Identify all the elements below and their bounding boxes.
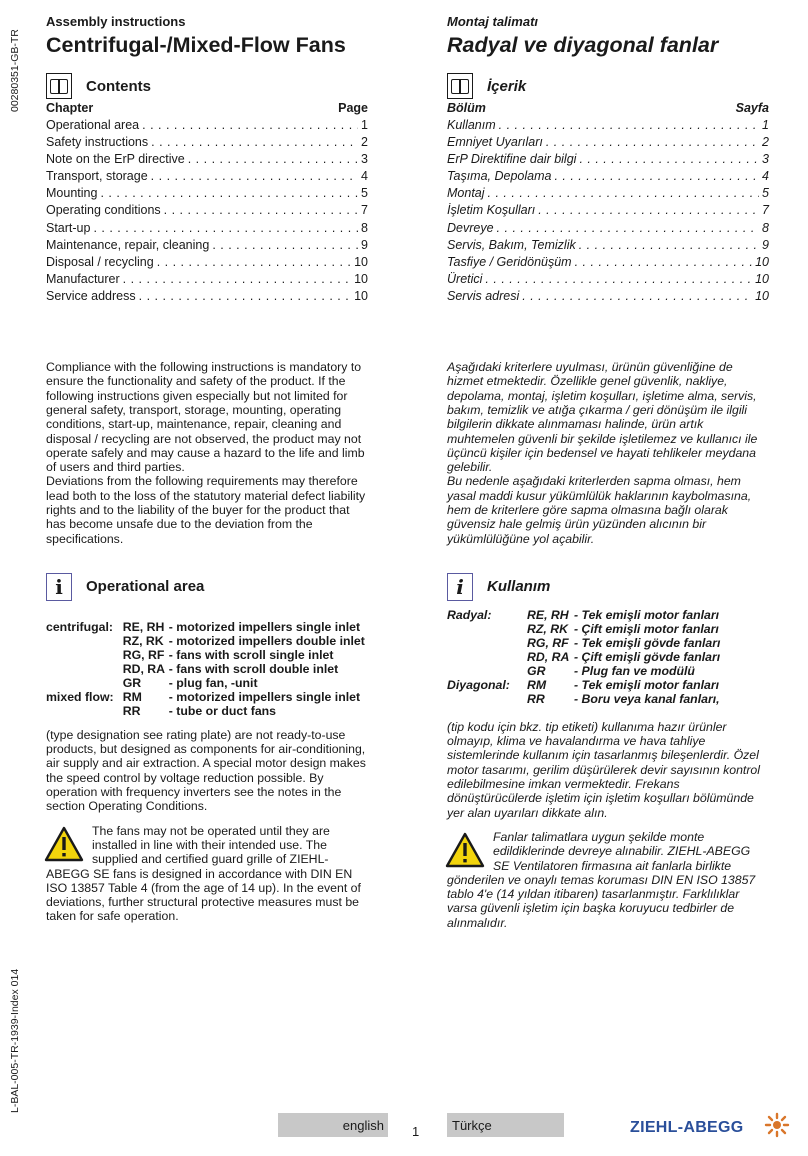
designation-row bbox=[447, 664, 769, 678]
designation-table bbox=[46, 620, 368, 718]
designation-code: GR bbox=[527, 663, 546, 678]
toc-header-tr bbox=[447, 101, 769, 118]
toc-entry[interactable] bbox=[46, 221, 368, 238]
designation-group bbox=[447, 650, 527, 664]
designation-group bbox=[46, 662, 123, 676]
toc-leader-dots bbox=[546, 135, 759, 149]
toc-entry-label: Safety instructions bbox=[46, 135, 149, 150]
language-label-english: english bbox=[278, 1113, 388, 1137]
designation-code: RD, RA bbox=[122, 661, 166, 676]
toc-entry-page: 5 bbox=[762, 186, 769, 201]
toc-entry[interactable] bbox=[46, 238, 368, 255]
toc-leader-dots bbox=[499, 118, 759, 132]
toc-leader-dots bbox=[151, 135, 358, 149]
toc-entry-label: İşletim Koşulları bbox=[447, 203, 536, 218]
designation-code: RE, RH bbox=[527, 607, 569, 622]
toc-leader-dots bbox=[579, 152, 759, 166]
logo-mark-icon bbox=[764, 1112, 790, 1138]
designation-desc: - Tek emişli motor fanları bbox=[574, 607, 720, 622]
designation-code: RR bbox=[122, 703, 141, 718]
toc-entry-label: Service address bbox=[46, 288, 136, 303]
designation-group bbox=[46, 648, 123, 662]
operational-area-header-tr bbox=[447, 572, 769, 602]
toc-entry-label: Tasfiye / Geridönüşüm bbox=[447, 254, 572, 269]
designation-row bbox=[447, 678, 769, 692]
toc-entry[interactable] bbox=[447, 272, 769, 289]
toc-entry-page: 10 bbox=[755, 271, 769, 286]
contents-header-tr bbox=[447, 71, 769, 101]
toc-entry[interactable] bbox=[46, 152, 368, 169]
toc-entry-label: Üretici bbox=[447, 271, 483, 286]
toc-entry-page: 4 bbox=[361, 169, 368, 184]
designation-desc: - fans with scroll double inlet bbox=[168, 661, 339, 676]
toc-leader-dots bbox=[538, 203, 759, 217]
toc-entry-label: Note on the ErP directive bbox=[46, 152, 185, 167]
toc-entry-page: 9 bbox=[762, 237, 769, 252]
designation-row bbox=[447, 622, 769, 636]
toc-entry-label: Mounting bbox=[46, 186, 98, 201]
designation-desc: - motorized impellers single inlet bbox=[168, 689, 361, 704]
info-icon: i bbox=[447, 573, 473, 601]
designation-code: RM bbox=[122, 689, 142, 704]
toc-entry[interactable] bbox=[46, 135, 368, 152]
designation-group: Diyagonal: bbox=[447, 677, 510, 692]
toc-entry[interactable] bbox=[447, 238, 769, 255]
designation-group: centrifugal: bbox=[46, 619, 113, 634]
contents-header bbox=[46, 71, 368, 101]
toc-entry-page: 7 bbox=[361, 203, 368, 218]
designation-code: RE, RH bbox=[122, 619, 165, 634]
designation-desc: - Tek emişli gövde fanları bbox=[574, 635, 721, 650]
warning-text-tr: Fanlar talimatlara uygun şekilde monte edildiklerinde devreye alınabilir. ZIEHL-ABEGG SE Ventilatoren firmasına ait fanlarla birlikte gönderilen ve onaylı temas koruması DIN EN ISO 13857 tablo 4'e (14 yıldan itibaren) tasarlanmıştır. Farklılıklar varsa güvenli işletim için başka koruyucu tedbirler de alınmalıdır. bbox=[447, 829, 756, 930]
toc-entry-page: 10 bbox=[354, 254, 368, 269]
designation-code: RG, RF bbox=[527, 635, 569, 650]
toc-entry-page: 2 bbox=[762, 135, 769, 150]
designation-row bbox=[46, 704, 368, 718]
intro-paragraph-tr: Aşağıdaki kriterlere uyulması, ürünün güvenliğine de hizmet etmektedir. Özellikle genel güvenlik, nakliye, depolama, montaj, işletim koşulları, işletime alma, servis, bakım, temizlik ve atığa çıkarma / geri dönüşüm ile ilgili bilgilerin dikkate alınmaması halinde, ürün artık muhtemelen güvenli bir şekilde işletilemez ve kullanıcı ile üçüncü kişiler için bedensel ve hayati tehlikeler meydana gelebilir. bbox=[447, 360, 758, 475]
warning-block-tr bbox=[447, 830, 769, 930]
warning-triangle-icon bbox=[445, 832, 485, 868]
toc-leader-dots bbox=[485, 272, 752, 286]
toc-entry-page: 9 bbox=[361, 237, 368, 252]
designation-code: RD, RA bbox=[527, 649, 570, 664]
toc-entry-page: 10 bbox=[755, 288, 769, 303]
brand-logo bbox=[630, 1112, 790, 1142]
toc-leader-dots bbox=[212, 238, 358, 252]
toc-entry[interactable] bbox=[46, 203, 368, 220]
designation-desc: - fans with scroll single inlet bbox=[168, 647, 334, 662]
toc-chapter-label-tr: Bölüm bbox=[447, 101, 486, 115]
designation-row bbox=[46, 620, 368, 634]
table-of-contents-tr bbox=[447, 118, 769, 306]
designation-desc: - Plug fan ve modülü bbox=[574, 663, 695, 678]
toc-entry[interactable] bbox=[447, 118, 769, 135]
toc-entry-page: 8 bbox=[762, 220, 769, 235]
toc-entry[interactable] bbox=[46, 272, 368, 289]
toc-entry[interactable] bbox=[46, 289, 368, 306]
toc-entry-label: Servis adresi bbox=[447, 288, 520, 303]
designation-desc: - motorized impellers double inlet bbox=[168, 633, 365, 648]
document-code: 00280351-GB-TR bbox=[9, 29, 21, 112]
designation-row bbox=[447, 636, 769, 650]
toc-entry-page: 3 bbox=[361, 152, 368, 167]
toc-entry-page: 10 bbox=[354, 288, 368, 303]
toc-entry[interactable] bbox=[46, 169, 368, 186]
designation-table-tr bbox=[447, 608, 769, 706]
warning-block bbox=[46, 824, 368, 924]
designation-desc: - plug fan, -unit bbox=[168, 675, 258, 690]
designation-code: RZ, RK bbox=[122, 633, 164, 648]
intro-paragraph: Compliance with the following instructions is mandatory to ensure the functionality and safety of the product. If the following instructions given especially but not limited for general safety, transport, storage, mounting, operating conditions, start-up, maintenance, repair, cleaning and disposal / recycling are not observed, the product may not operate safely and may cause a hazard to the life and limb of users and third parties. bbox=[46, 360, 365, 475]
toc-leader-dots bbox=[139, 289, 351, 303]
designation-code: GR bbox=[122, 675, 142, 690]
contents-heading-tr: İçerik bbox=[487, 77, 527, 95]
designation-group bbox=[447, 664, 527, 678]
designation-row bbox=[46, 648, 368, 662]
designation-desc: - motorized impellers single inlet bbox=[168, 619, 361, 634]
toc-entry-label: Kullanım bbox=[447, 118, 496, 132]
toc-leader-dots bbox=[188, 152, 358, 166]
designation-desc: - Boru veya kanal fanları, bbox=[574, 691, 720, 706]
language-label-turkish: Türkçe bbox=[447, 1113, 564, 1137]
toc-leader-dots bbox=[100, 186, 358, 200]
designation-group bbox=[447, 692, 527, 706]
toc-entry-page: 1 bbox=[762, 118, 769, 132]
toc-entry[interactable] bbox=[447, 203, 769, 220]
toc-entry-page: 7 bbox=[762, 203, 769, 218]
designation-code: RM bbox=[527, 677, 547, 692]
toc-leader-dots bbox=[151, 169, 358, 183]
toc-entry-label: Disposal / recycling bbox=[46, 254, 154, 269]
document-index-code: L-BAL-005-TR-1939-Index 014 bbox=[9, 968, 21, 1113]
book-icon bbox=[46, 73, 72, 99]
toc-header bbox=[46, 101, 368, 118]
designation-row bbox=[447, 608, 769, 622]
toc-leader-dots bbox=[157, 255, 351, 269]
contents-heading: Contents bbox=[86, 77, 151, 95]
toc-entry[interactable] bbox=[447, 186, 769, 203]
toc-entry-page: 3 bbox=[762, 152, 769, 167]
toc-entry-label: Operational area bbox=[46, 118, 140, 132]
toc-chapter-label: Chapter bbox=[46, 101, 94, 115]
toc-entry[interactable] bbox=[447, 169, 769, 186]
doc-title: Centrifugal-/Mixed-Flow Fans bbox=[46, 33, 346, 57]
logo-text: ZIEHL-ABEGG bbox=[630, 1119, 744, 1136]
turkish-column bbox=[447, 14, 769, 930]
operational-area-text: (type designation see rating plate) are not ready-to-use products, but designed as components for air-conditioning, air supply and air extraction. A special motor design makes the speed control by voltage reduction possible. By operation with frequency inverters see the notes in the section Operating Conditions. bbox=[46, 727, 366, 814]
toc-entry-label: Start-up bbox=[46, 220, 91, 235]
designation-code: RZ, RK bbox=[527, 621, 568, 636]
toc-page-label: Page bbox=[338, 101, 368, 115]
toc-leader-dots bbox=[554, 169, 759, 183]
toc-leader-dots bbox=[579, 238, 759, 252]
toc-leader-dots bbox=[575, 255, 752, 269]
designation-group: Radyal: bbox=[447, 607, 492, 622]
toc-entry-label: Transport, storage bbox=[46, 169, 148, 184]
toc-entry[interactable] bbox=[447, 135, 769, 152]
toc-entry-label: Servis, Bakım, Temizlik bbox=[447, 237, 576, 252]
warning-triangle-icon bbox=[44, 826, 84, 862]
operational-area-header bbox=[46, 572, 368, 602]
toc-entry-label: Devreye bbox=[447, 220, 494, 235]
page-number: 1 bbox=[412, 1124, 420, 1139]
toc-entry-label: Maintenance, repair, cleaning bbox=[46, 237, 210, 252]
toc-leader-dots bbox=[497, 221, 760, 235]
designation-desc: - Tek emişli motor fanları bbox=[574, 677, 720, 692]
designation-group bbox=[46, 704, 123, 718]
toc-entry[interactable] bbox=[46, 186, 368, 203]
designation-desc: - Çift emişli gövde fanları bbox=[574, 649, 721, 664]
toc-entry-label: Montaj bbox=[447, 186, 485, 201]
toc-entry-label: Operating conditions bbox=[46, 203, 161, 218]
designation-row bbox=[46, 690, 368, 704]
toc-leader-dots bbox=[123, 272, 351, 286]
english-column bbox=[46, 14, 368, 924]
toc-page-label-tr: Sayfa bbox=[735, 101, 769, 115]
info-icon: i bbox=[46, 573, 72, 601]
designation-group bbox=[46, 634, 123, 648]
toc-entry-page: 1 bbox=[361, 118, 368, 132]
operational-area-heading: Operational area bbox=[86, 578, 205, 596]
designation-row bbox=[46, 634, 368, 648]
toc-entry-page: 10 bbox=[755, 254, 769, 269]
book-icon bbox=[447, 73, 473, 99]
designation-row bbox=[46, 662, 368, 676]
designation-desc: - Çift emişli motor fanları bbox=[574, 621, 719, 636]
toc-entry[interactable] bbox=[447, 289, 769, 306]
toc-leader-dots bbox=[142, 118, 358, 132]
toc-entry-page: 8 bbox=[361, 220, 368, 235]
operational-area-text-tr: (tip kodu için bkz. tip etiketi) kullanıma hazır ürünler olmayıp, klima ve havalandırma ve hava tahliye sistemlerinde kullanım için tasarlanmış bileşenlerdir. Özel motor tasarımı, gerilim düşürülerek devir sayısının kontrol edilebilmesine imkan vermektedir. Frekans dönüştürücülerde işletim için işletim koşulları bölümünde yer alan uyarıları dikkate alın. bbox=[447, 719, 761, 820]
doc-title-tr: Radyal ve diyagonal fanlar bbox=[447, 33, 719, 57]
doc-subtitle: Assembly instructions bbox=[46, 14, 186, 29]
toc-entry-page: 2 bbox=[361, 135, 368, 150]
toc-entry-page: 10 bbox=[354, 271, 368, 286]
designation-row bbox=[46, 676, 368, 690]
designation-group bbox=[447, 622, 527, 636]
designation-code: RR bbox=[527, 691, 545, 706]
toc-leader-dots bbox=[522, 289, 752, 303]
designation-row bbox=[447, 692, 769, 706]
designation-desc: - tube or duct fans bbox=[168, 703, 277, 718]
toc-entry[interactable] bbox=[447, 152, 769, 169]
toc-entry[interactable] bbox=[447, 255, 769, 272]
toc-entry-page: 5 bbox=[361, 186, 368, 201]
toc-entry-label: Emniyet Uyarıları bbox=[447, 135, 543, 150]
designation-group bbox=[447, 636, 527, 650]
operational-area-heading-tr: Kullanım bbox=[487, 578, 551, 596]
doc-subtitle-tr: Montaj talimatı bbox=[447, 14, 539, 29]
designation-group bbox=[46, 676, 123, 690]
toc-entry[interactable] bbox=[46, 118, 368, 135]
warning-text: The fans may not be operated until they are installed in line with their intended use. The supplied and certified guard grille of ZIEHL-ABEGG SE fans is designed in accordance with DIN EN ISO 13857 Table 4 (from the age of 14 up). In the event of deviations, further structural protective measures must be taken for safe operation. bbox=[46, 823, 361, 924]
toc-leader-dots bbox=[164, 203, 358, 217]
toc-leader-dots bbox=[93, 221, 358, 235]
table-of-contents bbox=[46, 118, 368, 306]
deviation-paragraph: Deviations from the following requirements may therefore lead both to the loss of the statutory material defect liability rights and to the liability of the buyer for the product that has become unsafe due to the deviation from the specifications. bbox=[46, 474, 366, 546]
toc-entry-label: Taşıma, Depolama bbox=[447, 169, 552, 184]
toc-entry-label: ErP Direktifine dair bilgi bbox=[447, 152, 577, 167]
toc-leader-dots bbox=[488, 186, 760, 200]
designation-group: mixed flow: bbox=[46, 689, 114, 704]
designation-code: RG, RF bbox=[122, 647, 165, 662]
deviation-paragraph-tr: Bu nedenle aşağıdaki kriterlerden sapma olması, hem yasal maddi kusur yükümlülük haklarının kaybolmasına, hem de kriterlere göre sapma olmasına bağlı olarak güvensiz hale gelmiş ürün yüzünden alıcının bir yükümlülüğüne yol açabilir. bbox=[447, 474, 752, 546]
toc-entry-label: Manufacturer bbox=[46, 271, 120, 286]
toc-entry[interactable] bbox=[447, 221, 769, 238]
toc-entry[interactable] bbox=[46, 255, 368, 272]
designation-row bbox=[447, 650, 769, 664]
toc-entry-page: 4 bbox=[762, 169, 769, 184]
